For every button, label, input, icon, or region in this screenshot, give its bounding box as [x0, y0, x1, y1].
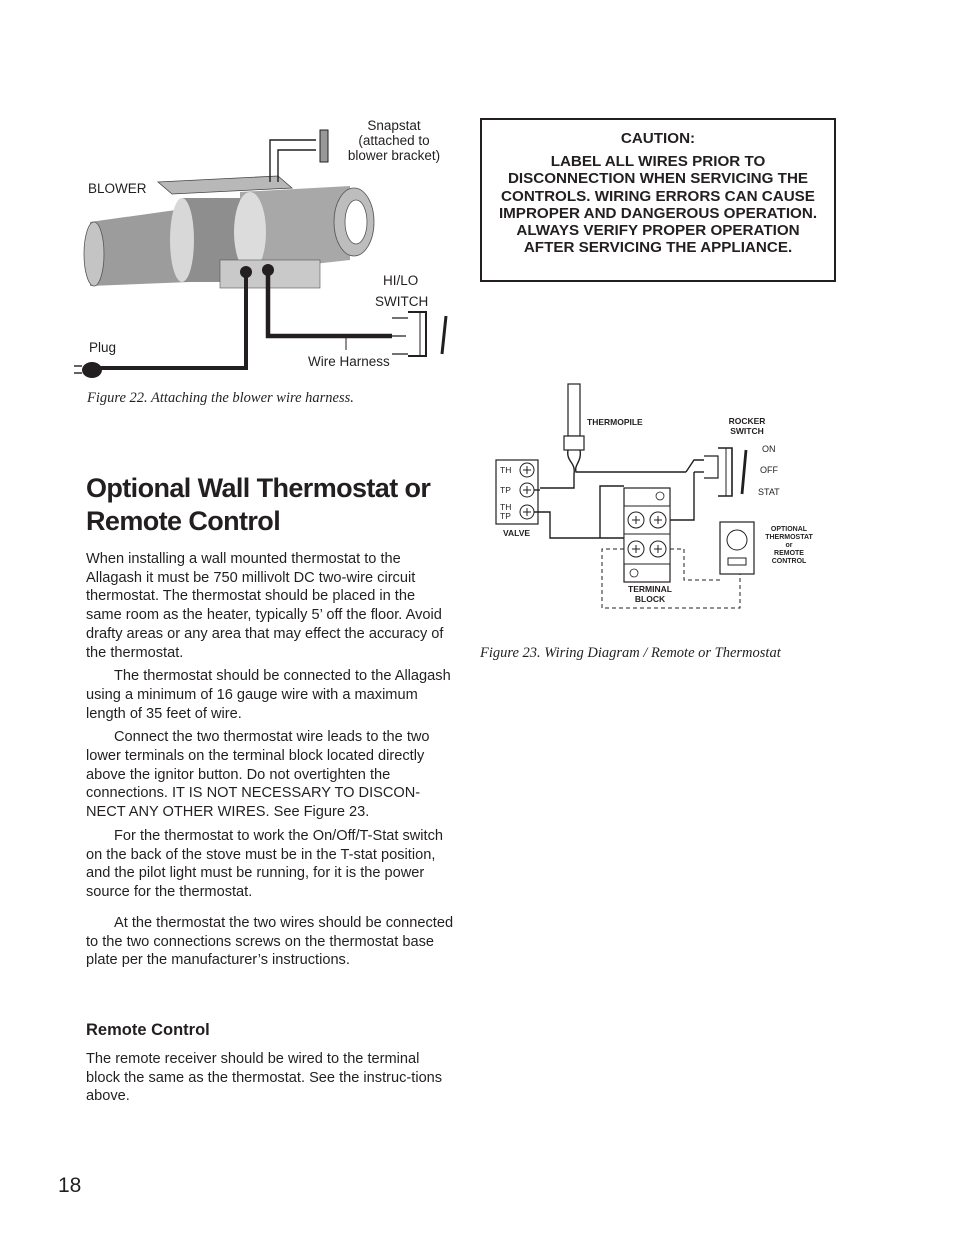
- label-snapstat-3: blower bracket): [347, 148, 441, 163]
- label-plug: Plug: [89, 340, 117, 355]
- label-blower: BLOWER: [88, 181, 147, 196]
- paragraph-4: For the thermostat to work the On/Off/T-Stat switch on the back of the stove must be in the T-stat position, and the pilot light must be running, for it is the power source for the thermostat.: [86, 827, 444, 900]
- label-valve: VALVE: [503, 528, 531, 538]
- section-body-2: [86, 914, 454, 975]
- label-optional-3: or: [785, 542, 793, 549]
- label-snapstat-2: (attached to: [358, 133, 430, 148]
- label-rocker-2: SWITCH: [730, 426, 764, 436]
- label-on: ON: [762, 444, 776, 454]
- label-snapstat-1: Snapstat: [367, 118, 421, 133]
- label-optional-5: CONTROL: [771, 558, 807, 565]
- page-number: 18: [58, 1174, 82, 1197]
- label-wire-harness: Wire Harness: [308, 354, 390, 369]
- paragraph-2: The thermostat should be connected to the Allagash using a minimum of 16 gauge wire with a maximum length of 35 feet of wire.: [86, 668, 451, 722]
- section-heading: Optional Wall Thermostat or Remote Control: [86, 473, 431, 536]
- label-th: TH: [500, 465, 512, 475]
- label-off: OFF: [760, 465, 778, 475]
- section-body: [86, 550, 454, 907]
- label-terminal-1: TERMINAL: [628, 584, 672, 594]
- label-optional-2: THERMOSTAT: [765, 534, 813, 541]
- paragraph-1: When installing a wall mounted thermostat to the Allagash it must be 750 millivolt DC two-wire circuit thermostat. The thermostat should be placed in the same room as the heater, typically 5’ off the floor. Avoid drafty areas or any area that may effect the accuracy of the thermostat.: [86, 551, 444, 661]
- caution-title: CAUTION:: [620, 130, 696, 147]
- label-hilo-1: HI/LO: [383, 273, 419, 288]
- label-thtp-2: TP: [500, 511, 511, 521]
- label-tp: TP: [500, 485, 511, 495]
- label-optional-1: OPTIONAL: [770, 526, 808, 533]
- label-hilo-2: SWITCH: [375, 294, 429, 309]
- caution-box: [480, 118, 836, 282]
- paragraph-3: Connect the two thermostat wire leads to the two lower terminals on the terminal block located directly above the ignitor button. Do not overtighten the connections. IT IS NOT NECESSARY TO DISCON-NECT ANY OTHER WIRES. See Figure 23.: [86, 729, 430, 821]
- label-terminal-2: BLOCK: [634, 594, 666, 604]
- label-stat: STAT: [758, 487, 780, 497]
- figure-23-caption: Figure 23. Wiring Diagram / Remote or Thermostat: [480, 645, 781, 661]
- caution-body: LABEL ALL WIRES PRIOR TO DISCONNECTION WHEN SERVICING THE CONTROLS. WIRING ERRORS CAN CAUSE IMPROPER AND DANGEROUS OPERATION. ALWAYS VERIFY PROPER OPERATION AFTER SERVICING THE APPLIANCE.: [498, 153, 818, 257]
- remote-control-heading: Remote Control: [86, 1021, 210, 1039]
- figure-22-caption: Figure 22. Attaching the blower wire harness.: [87, 390, 354, 406]
- label-optional-4: REMOTE: [774, 550, 804, 557]
- label-rocker-1: ROCKER: [728, 416, 766, 426]
- remote-paragraph: The remote receiver should be wired to the terminal block the same as the thermostat. See the instruc-tions above.: [86, 1051, 443, 1105]
- remote-control-body: [86, 1050, 454, 1111]
- figure-23-wiring-diagram: [490, 378, 830, 618]
- paragraph-5: At the thermostat the two wires should be connected to the two connections screws on the thermostat base plate per the manufacturer’s instructions.: [86, 915, 454, 969]
- label-thermopile: THERMOPILE: [587, 417, 643, 427]
- label-thtp-1: TH: [500, 502, 512, 512]
- figure-22-blower-diagram: [70, 110, 460, 385]
